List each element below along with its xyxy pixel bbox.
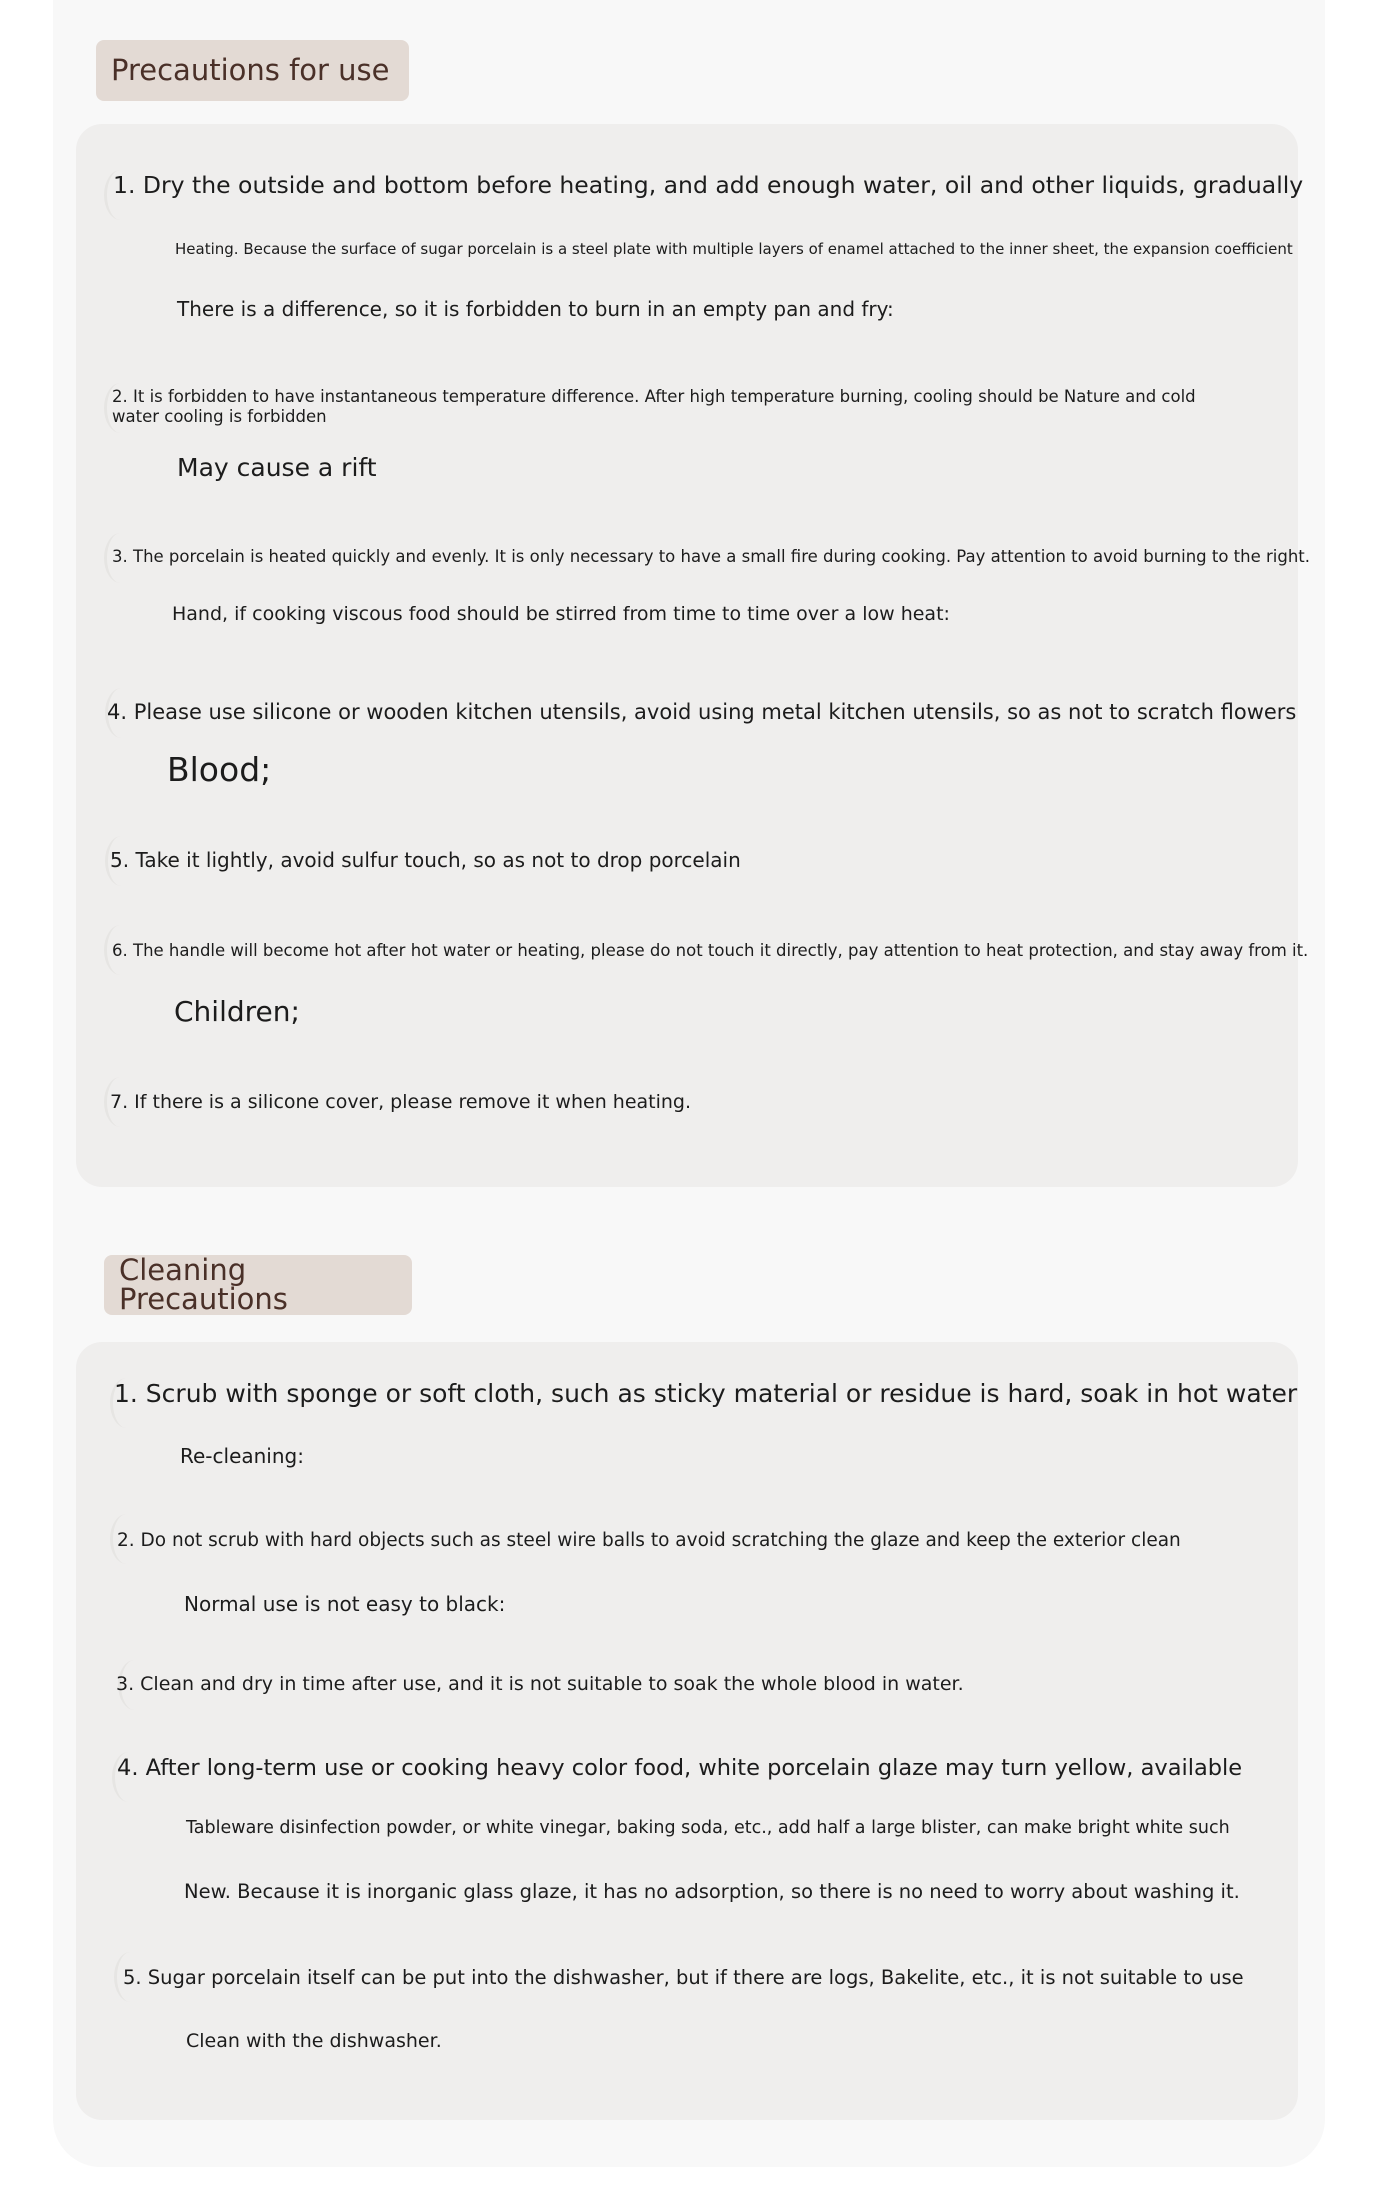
use-item-4: 4. Please use silicone or wooden kitchen utensils, avoid using metal kitchen utensils, so as not to scratch flowers — [107, 700, 1297, 724]
use-item-1-cont-2: There is a difference, so it is forbidden to burn in an empty pan and fry: — [177, 297, 894, 321]
cleaning-item-5: 5. Sugar porcelain itself can be put into the dishwasher, but if there are logs, Bakelite, etc., it is not suitable to use — [123, 1966, 1244, 1989]
cleaning-item-3: 3. Clean and dry in time after use, and it is not suitable to soak the whole blood in water. — [116, 1673, 964, 1695]
cleaning-item-2-cont: Normal use is not easy to black: — [184, 1592, 506, 1616]
use-item-2: 2. It is forbidden to have instantaneous temperature difference. After high temperature burning, cooling should be Nature and cold water cooling is forbidden — [112, 387, 1196, 426]
cleaning-item-1-cont: Re-cleaning: — [180, 1444, 304, 1468]
use-item-2-cont: May cause a rift — [177, 453, 377, 482]
cleaning-item-4-cont-1: Tableware disinfection powder, or white vinegar, baking soda, etc., add half a large blister, can make bright white such — [186, 1818, 1230, 1838]
section-title-cleaning: Cleaning Precautions — [104, 1255, 412, 1315]
cleaning-item-5-cont: Clean with the dishwasher. — [186, 2030, 442, 2052]
use-item-1: 1. Dry the outside and bottom before heating, and add enough water, oil and other liquids, gradually — [113, 171, 1304, 199]
cleaning-item-1: 1. Scrub with sponge or soft cloth, such as sticky material or residue is hard, soak in hot water — [114, 1379, 1298, 1408]
cleaning-item-4-cont-2: New. Because it is inorganic glass glaze, it has no adsorption, so there is no need to worry about washing it. — [184, 1880, 1240, 1903]
use-item-7: 7. If there is a silicone cover, please remove it when heating. — [110, 1091, 692, 1113]
use-item-6: 6. The handle will become hot after hot water or heating, please do not touch it directly, pay attention to heat protection, and stay away from it. — [112, 941, 1309, 960]
section-title-use: Precautions for use — [96, 40, 409, 101]
use-item-3-cont: Hand, if cooking viscous food should be stirred from time to time over a low heat: — [172, 603, 950, 625]
use-item-5: 5. Take it lightly, avoid sulfur touch, so as not to drop porcelain — [110, 848, 741, 872]
use-item-3: 3. The porcelain is heated quickly and evenly. It is only necessary to have a small fire during cooking. Pay attention to avoid burning to the right. — [112, 547, 1311, 566]
use-item-6-cont: Children; — [174, 995, 300, 1028]
use-item-1-cont-1: Heating. Because the surface of sugar porcelain is a steel plate with multiple layers of enamel attached to the inner sheet, the expansion coefficient — [175, 240, 1293, 258]
cleaning-item-4: 4. After long-term use or cooking heavy color food, white porcelain glaze may turn yellow, available — [117, 1755, 1243, 1781]
use-item-4-cont: Blood; — [167, 750, 272, 789]
cleaning-item-2: 2. Do not scrub with hard objects such as steel wire balls to avoid scratching the glaze and keep the exterior clean — [117, 1530, 1181, 1551]
